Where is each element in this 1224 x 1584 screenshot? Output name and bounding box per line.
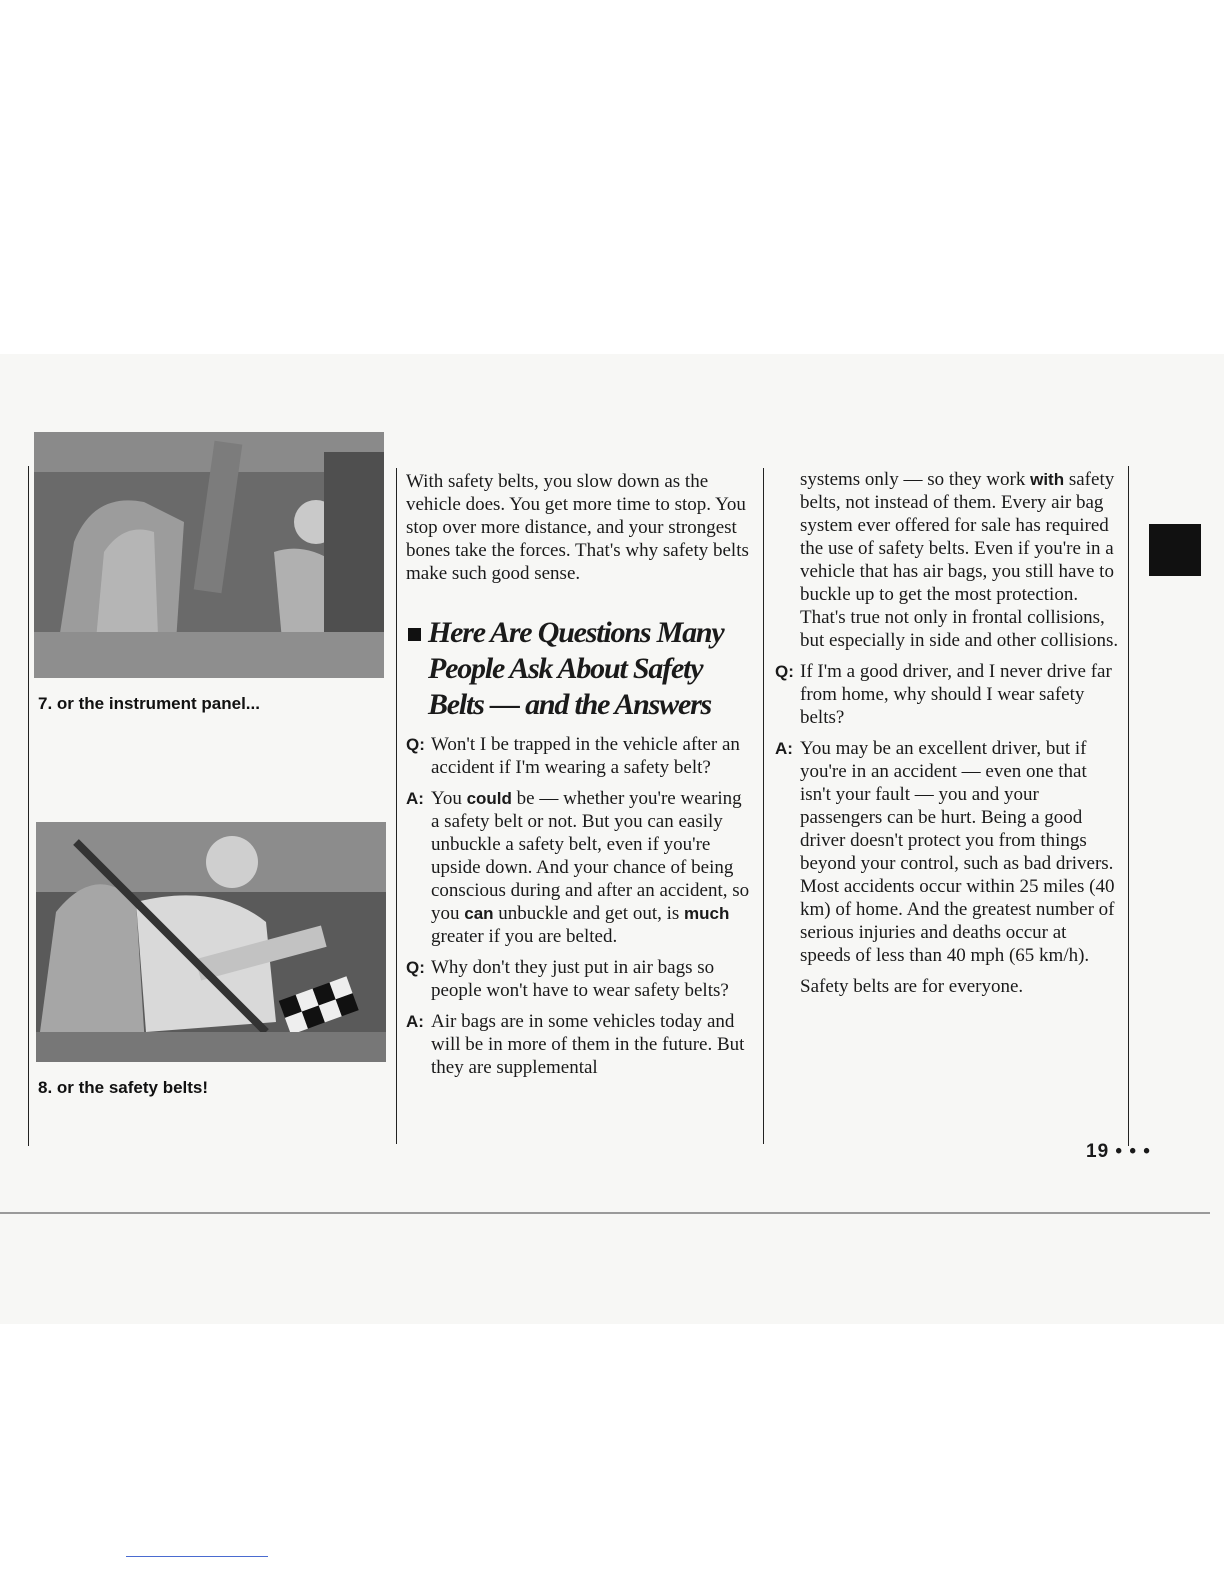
- question-text: Won't I be trapped in the vehicle after an accident if I'm wearing a safety belt?: [431, 734, 740, 778]
- answer-text: be — whether you're wearing a safety belt or not. But you can easily unbuckle a safety belt, even if you're upside down. And your chance of being conscious during and after an accident, so you: [431, 788, 750, 924]
- answer-text: safety belts, not instead of them. Every air bag system ever offered for sale has required the use of safety belts. Even if you're in a vehicle that has air bags, you still have to buckle up to get the most protection. That's true not only in frontal collisions, but especially in side and other collisions.: [800, 469, 1119, 651]
- answer-tag: A:: [775, 739, 793, 758]
- section-heading-text: Here Are Questions Many People Ask About Safety Belts — and the Answers: [428, 616, 724, 721]
- question-tag: Q:: [406, 735, 425, 754]
- question-tag: Q:: [406, 958, 425, 977]
- column-rule-left: [28, 466, 29, 1146]
- answer-3: [775, 737, 1120, 967]
- column-rule-right: [1128, 466, 1129, 1146]
- answer-text: You may be an excellent driver, but if you're in an accident — even one that isn't your fault — you and your passengers can be hurt. Being a good driver doesn't protect you from things beyond your control, such as bad drivers. Most accidents occur within 25 miles (40 km) of home. And the greatest number of serious injuries and deaths occur at speeds of less than 40 mph (65 km/h).: [800, 738, 1115, 966]
- closing-line: Safety belts are for everyone.: [800, 976, 1024, 997]
- section-heading: [406, 615, 751, 723]
- question-tag: Q:: [775, 662, 794, 681]
- answer-tag: A:: [406, 1012, 424, 1031]
- question-text: Why don't they just put in air bags so people won't have to wear safety belts?: [431, 957, 729, 1001]
- emphasis-with: with: [1030, 470, 1065, 489]
- footnote-rule: [126, 1556, 268, 1557]
- answer-text: systems only — so they work: [800, 469, 1031, 490]
- question-3: [775, 660, 1120, 729]
- section-tab-marker: [1149, 524, 1201, 576]
- emphasis-could: could: [466, 789, 512, 808]
- bottom-rule: [0, 1212, 1210, 1214]
- answer-1: [406, 787, 751, 948]
- page-number: 19 • • •: [1086, 1141, 1151, 1162]
- intro-paragraph: With safety belts, you slow down as the vehicle does. You get more time to stop. You stop over more distance, and your strongest bones take the forces. That's why safety belts make such good sense.: [406, 471, 749, 584]
- answer-text: Air bags are in some vehicles today and will be in more of them in the future. But they are supplemental: [431, 1011, 745, 1078]
- emphasis-can: can: [464, 904, 494, 923]
- crash-test-photo-safety-belts: [36, 822, 386, 1062]
- text-column-3: [775, 468, 1120, 998]
- answer-text: You: [431, 788, 467, 809]
- heading-bullet-icon: [408, 628, 421, 641]
- answer-tag: A:: [406, 789, 424, 808]
- emphasis-much: much: [684, 904, 730, 923]
- photo-caption-2: 8. or the safety belts!: [38, 1078, 209, 1097]
- photo-caption-1: 7. or the instrument panel...: [38, 694, 260, 713]
- column-rule-3: [763, 468, 764, 1144]
- answer-text: greater if you are belted.: [431, 926, 618, 947]
- question-1: [406, 733, 751, 779]
- answer-2: [406, 1010, 751, 1079]
- crash-test-photo-instrument-panel: [34, 432, 384, 678]
- answer-text: unbuckle and get out, is: [493, 903, 685, 924]
- text-column-2: [406, 470, 751, 1087]
- question-2: [406, 956, 751, 1002]
- column-rule-2: [396, 468, 397, 1144]
- question-text: If I'm a good driver, and I never drive far from home, why should I wear safety belts?: [800, 661, 1112, 728]
- answer-2-continued: [775, 468, 1120, 652]
